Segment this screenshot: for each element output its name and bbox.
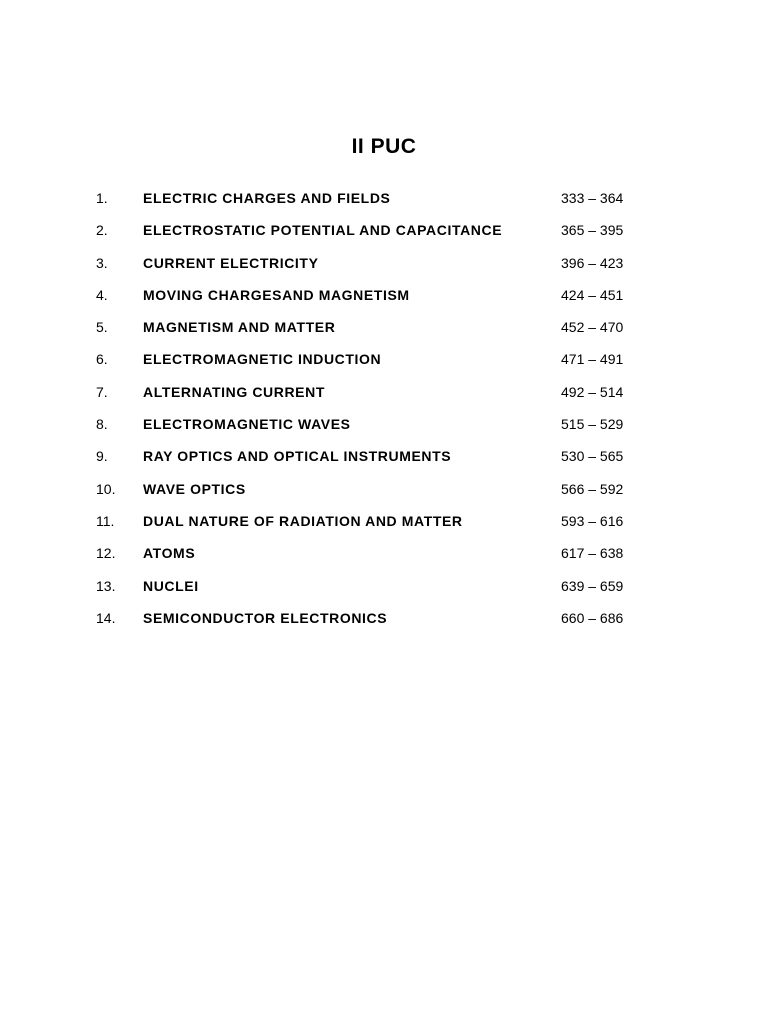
toc-entry-pages: 515 – 529 bbox=[561, 416, 624, 433]
toc-entry-title: CURRENT ELECTRICITY bbox=[143, 254, 319, 271]
toc-entry[interactable] bbox=[0, 408, 768, 440]
toc-entry-title: DUAL NATURE OF RADIATION AND MATTER bbox=[143, 512, 463, 529]
toc-entry-number: 7. bbox=[96, 383, 108, 400]
toc-entry[interactable] bbox=[0, 537, 768, 569]
toc-entry-number: 4. bbox=[96, 286, 108, 303]
toc-entry-pages: 617 – 638 bbox=[561, 545, 624, 562]
toc-entry-pages: 660 – 686 bbox=[561, 609, 624, 626]
toc-entry-title: SEMICONDUCTOR ELECTRONICS bbox=[143, 609, 388, 626]
toc-entry-pages: 396 – 423 bbox=[561, 254, 624, 271]
toc-entry[interactable] bbox=[0, 279, 768, 311]
toc-entry-number: 5. bbox=[96, 319, 108, 336]
toc-entry-number: 2. bbox=[96, 222, 108, 239]
toc-entry-pages: 639 – 659 bbox=[561, 577, 624, 594]
toc-entry-number: 1. bbox=[96, 190, 108, 206]
toc-entry-title: MAGNETISM AND MATTER bbox=[143, 319, 336, 336]
toc-entry-title: ELECTRIC CHARGES AND FIELDS bbox=[143, 190, 391, 206]
toc-entry-title: ELECTROMAGNETIC INDUCTION bbox=[143, 351, 382, 368]
toc-entry-pages: 530 – 565 bbox=[561, 448, 624, 465]
toc-entry[interactable] bbox=[0, 570, 768, 602]
page-title: II PUC bbox=[351, 135, 417, 158]
toc-entry-pages: 424 – 451 bbox=[561, 286, 624, 303]
toc-entry-title: ELECTROSTATIC POTENTIAL AND CAPACITANCE bbox=[143, 222, 503, 239]
toc-entry[interactable] bbox=[0, 343, 768, 375]
toc-entry-number: 13. bbox=[96, 577, 116, 594]
toc-entry-number: 11. bbox=[96, 512, 115, 529]
toc-entry-pages: 593 – 616 bbox=[561, 512, 624, 529]
toc-entry[interactable] bbox=[0, 376, 768, 408]
toc-entry-title: RAY OPTICS AND OPTICAL INSTRUMENTS bbox=[143, 448, 452, 465]
toc-entry-pages: 365 – 395 bbox=[561, 222, 624, 239]
toc-entry[interactable] bbox=[0, 473, 768, 505]
toc-entry-number: 10. bbox=[96, 480, 116, 497]
toc-entry-title: WAVE OPTICS bbox=[143, 480, 246, 497]
toc-entry[interactable] bbox=[0, 505, 768, 537]
toc-entry-pages: 492 – 514 bbox=[561, 383, 624, 400]
toc-entry[interactable] bbox=[0, 182, 768, 214]
toc-entry[interactable] bbox=[0, 311, 768, 343]
toc-entry-number: 9. bbox=[96, 448, 108, 465]
toc-entry-number: 8. bbox=[96, 416, 108, 433]
toc-entry-pages: 452 – 470 bbox=[561, 319, 624, 336]
toc-entry[interactable] bbox=[0, 247, 768, 279]
toc-entry-pages: 333 – 364 bbox=[561, 190, 624, 206]
toc-entry-pages: 566 – 592 bbox=[561, 480, 624, 497]
toc-entry-title: ALTERNATING CURRENT bbox=[143, 383, 325, 400]
toc-entry-pages: 471 – 491 bbox=[561, 351, 624, 368]
table-of-contents bbox=[0, 182, 768, 634]
toc-entry-number: 12. bbox=[96, 545, 116, 562]
toc-entry[interactable] bbox=[0, 440, 768, 472]
toc-entry-title: MOVING CHARGESAND MAGNETISM bbox=[143, 286, 410, 303]
toc-entry-number: 6. bbox=[96, 351, 108, 368]
toc-entry-number: 14. bbox=[96, 609, 116, 626]
toc-entry-number: 3. bbox=[96, 254, 108, 271]
toc-entry-title: ELECTROMAGNETIC WAVES bbox=[143, 416, 351, 433]
toc-entry-title: ATOMS bbox=[143, 545, 196, 562]
toc-entry-title: NUCLEI bbox=[143, 577, 199, 594]
toc-entry[interactable] bbox=[0, 214, 768, 246]
toc-entry[interactable] bbox=[0, 602, 768, 634]
